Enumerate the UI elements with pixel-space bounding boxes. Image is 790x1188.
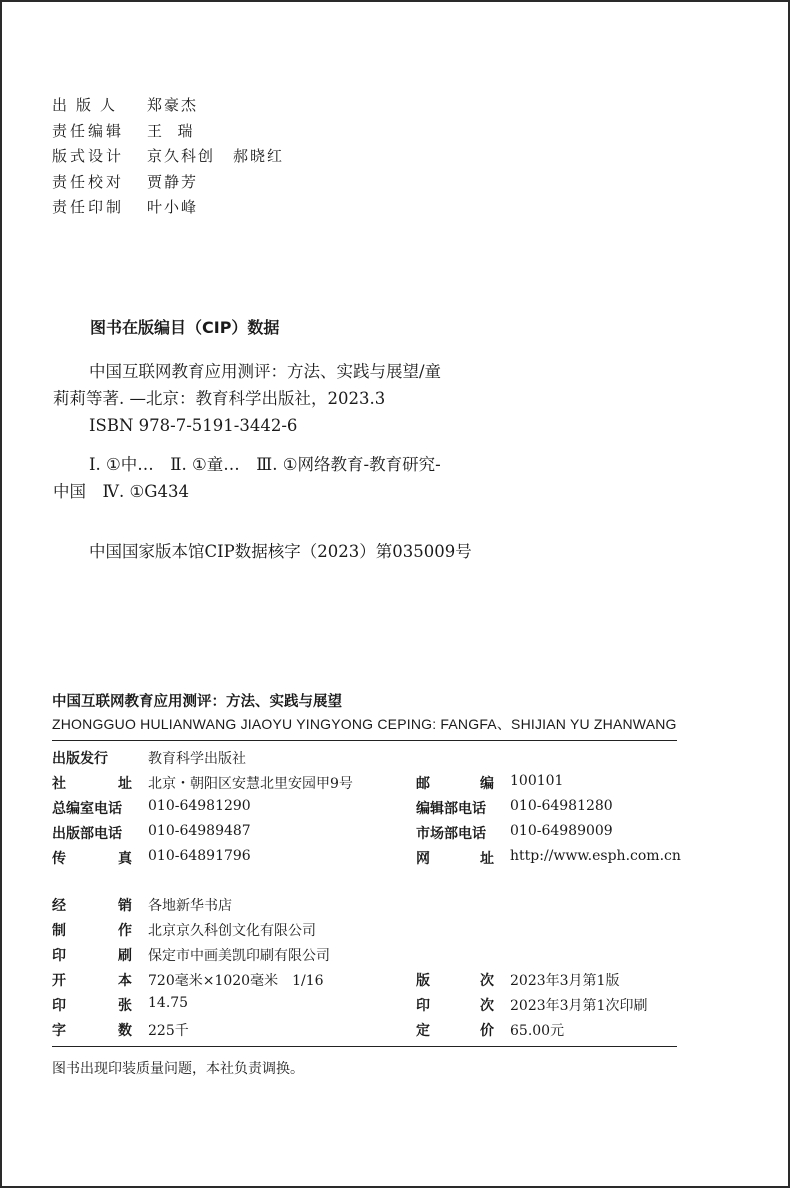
- cip-record: [53, 358, 493, 505]
- cip-author-line: 莉莉等著. —北京：教育科学出版社，2023.3: [53, 389, 386, 408]
- credit-label: 责任印制: [52, 198, 125, 216]
- producer-label: 制 作: [52, 923, 132, 939]
- credit-value-person: 郝晓红: [233, 147, 285, 165]
- cip-check-number: 中国国家版本馆CIP数据核字（2023）第035009号: [89, 542, 472, 561]
- words-label: 字 数: [52, 1023, 132, 1039]
- divider-bottom: [52, 1046, 677, 1047]
- edition-value: 2023年3月第1版: [510, 973, 620, 989]
- address-value: 北京・朝阳区安慧北里安园甲9号: [148, 776, 353, 792]
- credit-print-supervisor: [52, 195, 284, 221]
- price-value: 65.00元: [510, 1023, 565, 1039]
- chief-office-label: 总编室电话: [52, 801, 122, 817]
- marketing-phone: 010-64989009: [510, 823, 613, 839]
- fax-value: 010-64891796: [148, 848, 251, 864]
- price-label: 定 价: [416, 1023, 494, 1039]
- distributor-value: 各地新华书店: [148, 898, 232, 914]
- publishing-phone: 010-64989487: [148, 823, 251, 839]
- chief-office-phone: 010-64981290: [148, 798, 251, 814]
- cip-isbn: ISBN 978-7-5191-3442-6: [89, 416, 298, 435]
- postcode-label: 邮 编: [416, 776, 494, 792]
- printer-label: 印 刷: [52, 948, 132, 964]
- cip-classification-line: Ⅰ. ①中… Ⅱ. ①童… Ⅲ. ①网络教育-教育研究-: [89, 455, 441, 474]
- credit-value: 郑豪杰: [147, 96, 199, 114]
- edition-label: 版 次: [416, 973, 494, 989]
- staff-credits: [52, 93, 284, 221]
- cip-heading: 图书在版编目（CIP）数据: [90, 318, 280, 337]
- book-title-pinyin: ZHONGGUO HULIANWANG JIAOYU YINGYONG CEPING: FANGFA、SHIJIAN YU ZHANWANG: [52, 716, 677, 732]
- credit-label: 责任校对: [52, 172, 125, 191]
- printing-label: 印 次: [416, 998, 494, 1014]
- cip-title-line: 中国互联网教育应用测评：方法、实践与展望/童: [89, 362, 442, 381]
- postcode-value: 100101: [510, 773, 564, 789]
- credit-publisher: [52, 93, 284, 119]
- credit-value: [147, 144, 284, 170]
- format-value: 720毫米×1020毫米 1/16: [148, 973, 324, 989]
- fax-label: 传 真: [52, 851, 132, 867]
- publisher-value: 教育科学出版社: [148, 751, 246, 767]
- credit-value: 叶小峰: [147, 198, 199, 216]
- credit-value: 王 瑞: [147, 121, 195, 140]
- book-title: 中国互联网教育应用测评：方法、实践与展望: [52, 694, 342, 710]
- printing-value: 2023年3月第1次印刷: [510, 998, 648, 1014]
- address-label: 社 址: [52, 776, 132, 792]
- editorial-label: 编辑部电话: [416, 801, 486, 817]
- divider-top: [52, 740, 677, 741]
- words-value: 225千: [148, 1023, 189, 1039]
- website-value: http://www.esph.com.cn: [510, 848, 681, 864]
- credit-layout-design: [52, 144, 284, 170]
- credit-label: 责任编辑: [52, 121, 125, 140]
- sheets-value: 14.75: [148, 995, 189, 1011]
- credit-editor: [52, 119, 284, 145]
- sheets-label: 印 张: [52, 998, 132, 1014]
- format-label: 开 本: [52, 973, 132, 989]
- distributor-label: 经 销: [52, 898, 132, 914]
- credit-value: 贾静芳: [147, 172, 199, 191]
- credit-value-company: 京久科创: [147, 147, 216, 165]
- publisher-label: 出版发行: [52, 751, 108, 767]
- publishing-label: 出版部电话: [52, 826, 122, 842]
- printer-value: 保定市中画美凯印刷有限公司: [148, 948, 330, 964]
- marketing-label: 市场部电话: [416, 826, 486, 842]
- producer-value: 北京京久科创文化有限公司: [148, 923, 316, 939]
- cip-classification-line-2: 中国 Ⅳ. ①G434: [53, 482, 189, 501]
- credit-label: 出版人: [52, 96, 125, 114]
- website-label: 网 址: [416, 851, 494, 867]
- editorial-phone: 010-64981280: [510, 798, 613, 814]
- credit-label: 版式设计: [52, 147, 125, 165]
- credit-proofreader: [52, 170, 284, 196]
- quality-notice: 图书出现印装质量问题，本社负责调换。: [52, 1061, 304, 1077]
